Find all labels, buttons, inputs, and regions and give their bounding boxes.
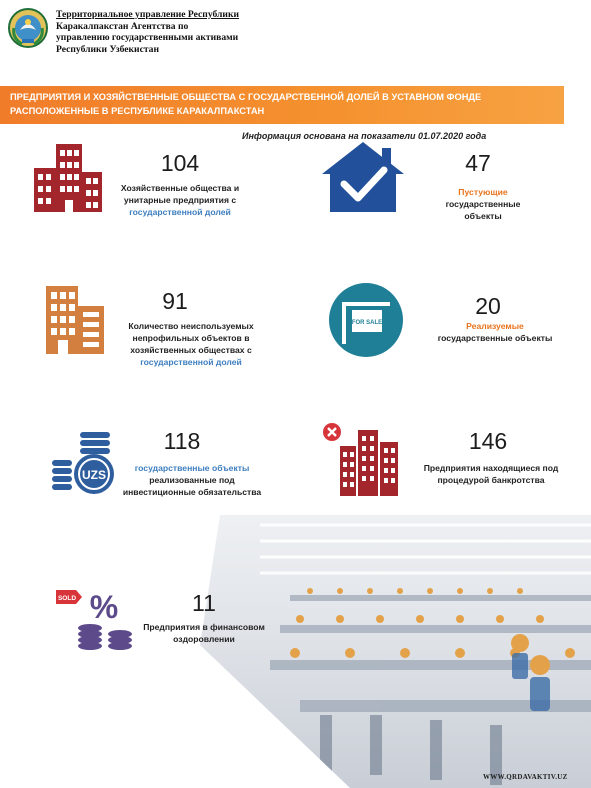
recovery-value: 11 [192, 590, 216, 616]
bankrupt-line-2: процедурой банкротства [437, 475, 545, 485]
for-sale-description [420, 320, 570, 344]
vacant-description [428, 186, 538, 222]
organization-line-4: Республики Узбекистан [56, 43, 159, 55]
website-footer: WWW.QRDAVAKTIV.UZ [483, 773, 568, 781]
vacant-line-3: объекты [464, 211, 502, 221]
factory-floor-photo [200, 515, 591, 788]
organization-name [56, 9, 266, 55]
uzs-coins-icon [50, 430, 116, 496]
companies-description [110, 182, 250, 218]
sold-tag-text: SOLD [57, 595, 77, 602]
vacant-value: 47 [465, 150, 491, 176]
info-note: Информация основана на показатели 01.07.2020 года [242, 131, 487, 141]
bankrupt-line-1: Предприятия находящиеся под [423, 463, 559, 473]
vacant-line-1: Пустующие [458, 187, 508, 197]
recovery-line-1: Предприятия в финансовом [143, 622, 265, 632]
percent-sign: % [89, 589, 119, 625]
companies-line-3: государственной долей [129, 207, 231, 217]
for-sale-sign-icon [328, 282, 404, 358]
bankrupt-buildings-icon [322, 422, 402, 496]
office-building-icon [32, 142, 104, 212]
house-check-icon [320, 140, 406, 214]
bankrupt-value: 146 [468, 428, 508, 454]
unused-line-4: государственной долей [140, 357, 242, 367]
investment-line-3: инвестиционные обязательства [122, 487, 262, 497]
unused-line-1: Количество неиспользуемых [128, 321, 254, 331]
organization-line-1: Территориальное управление Республики [56, 9, 240, 20]
for-sale-line-1: Реализуемые [466, 321, 524, 331]
investment-value: 118 [163, 428, 201, 454]
companies-value: 104 [160, 150, 200, 176]
recovery-line-2: оздоровлении [173, 634, 235, 644]
banner-line-2: РАСПОЛОЖЕННЫЕ В РЕСПУБЛИКЕ КАРАКАЛПАКСТАН [10, 106, 265, 116]
title-banner [0, 86, 564, 124]
unused-line-3: хозяйственных обществах с [130, 345, 252, 355]
unused-value: 91 [162, 288, 188, 314]
for-sale-value: 20 [475, 293, 501, 319]
sold-coins-percent-icon [52, 584, 138, 654]
unused-description [112, 320, 270, 368]
for-sale-line-2: государственные объекты [437, 333, 553, 343]
recovery-description [134, 621, 274, 645]
for-sale-sign-text: FOR SALE [351, 320, 383, 326]
uzs-coin-text: UZS [82, 468, 106, 482]
organization-line-2: Каракалпакстан Агентства по [56, 20, 189, 32]
state-emblem-icon [8, 8, 48, 48]
investment-line-1: государственные объекты [134, 463, 250, 473]
unused-line-2: непрофильных объектов в [132, 333, 250, 343]
apartment-building-icon [44, 284, 106, 354]
investment-description [112, 462, 272, 498]
organization-line-3: управлению государственными активами [56, 32, 239, 43]
vacant-line-2: государственные [445, 199, 521, 209]
bankrupt-description [408, 462, 574, 486]
companies-line-2: унитарные предприятия с [123, 195, 237, 205]
companies-line-1: Хозяйственные общества и [120, 183, 240, 193]
banner-line-1: ПРЕДПРИЯТИЯ И ХОЗЯЙСТВЕННЫЕ ОБЩЕСТВА С ГОСУДАРСТВЕННОЙ ДОЛЕЙ В УСТАВНОМ ФОНДЕ [10, 92, 482, 102]
investment-line-2: реализованные под [149, 475, 235, 485]
